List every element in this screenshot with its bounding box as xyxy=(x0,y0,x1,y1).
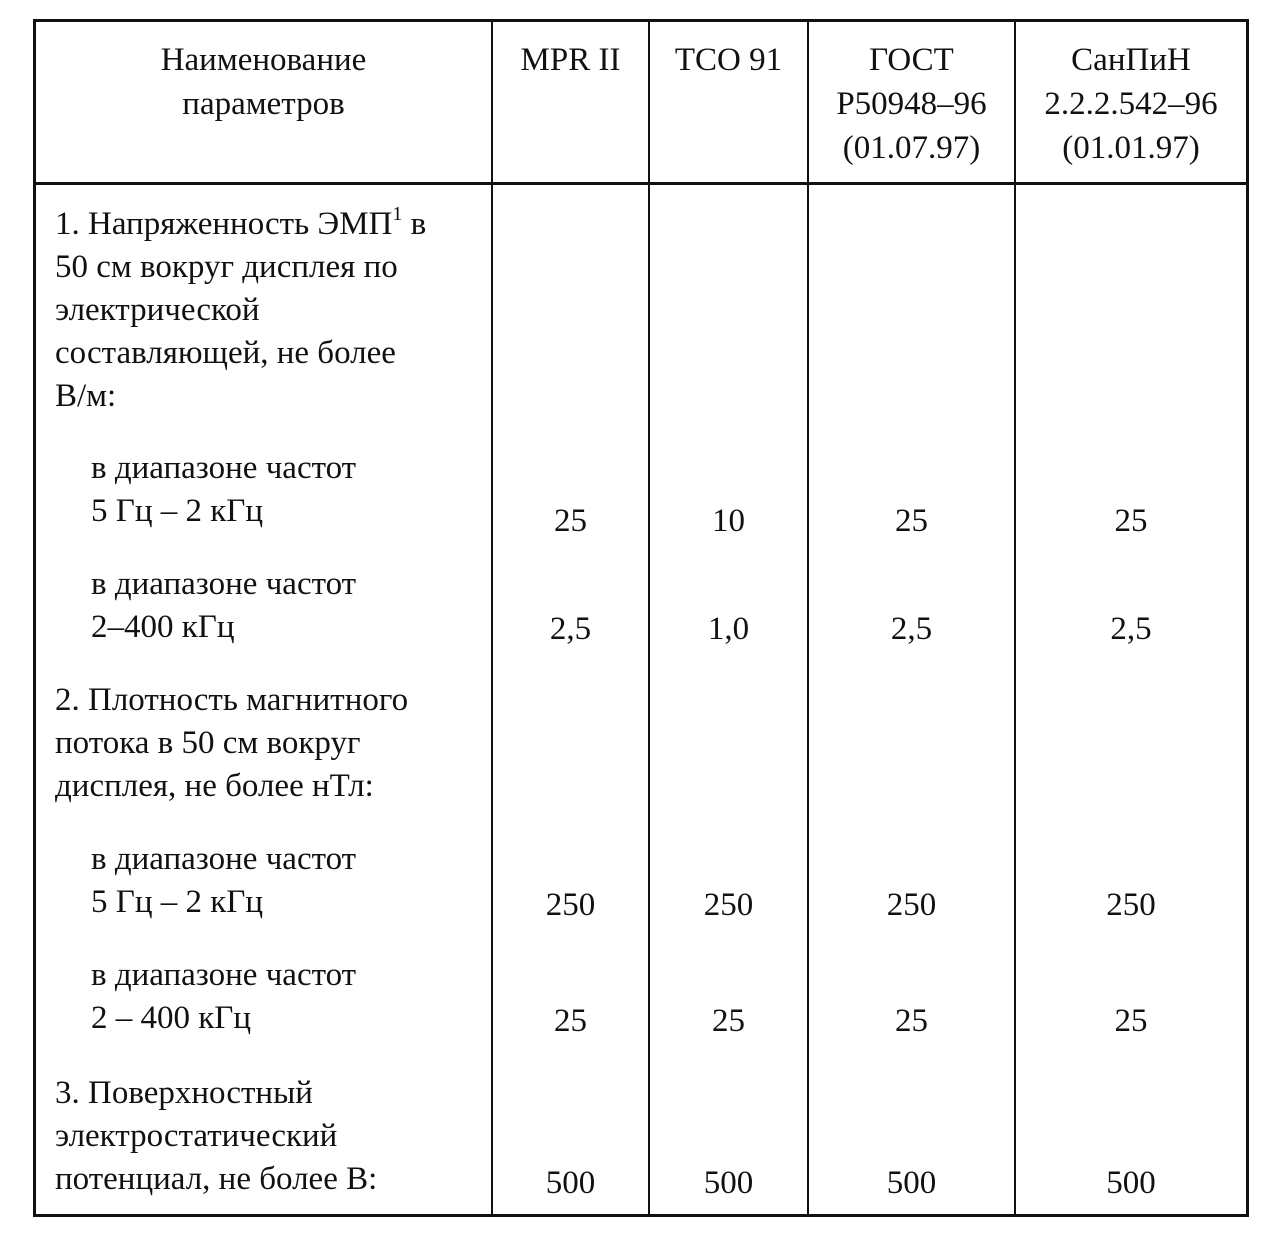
value-mpr: 2,5 xyxy=(549,611,592,647)
row-label-line: 5 Гц – 2 кГц xyxy=(91,884,264,920)
row-label-line: в диапазоне частот xyxy=(91,957,357,993)
header-sanpin-line: СанПиН xyxy=(1071,42,1191,78)
section2-line: 2. Плотность магнитного xyxy=(55,682,409,718)
section1-line: электрической xyxy=(55,292,260,328)
section3-line: 3. Поверхностный xyxy=(55,1075,313,1111)
header-tco xyxy=(650,38,807,82)
value-sanpin: 250 xyxy=(1106,887,1156,923)
header-gost xyxy=(809,38,1014,170)
value-tco: 1,0 xyxy=(707,611,750,647)
header-param-line: параметров xyxy=(182,86,345,122)
row-label-line: в диапазоне частот xyxy=(91,450,357,486)
value-mpr: 250 xyxy=(545,887,596,923)
section1-text: 1. Напряженность ЭМП xyxy=(55,206,393,242)
row-label-line: 2–400 кГц xyxy=(91,609,235,645)
standards-table xyxy=(33,19,1249,1217)
header-param xyxy=(36,38,491,126)
value-tco: 500 xyxy=(703,1165,754,1201)
header-mpr xyxy=(493,38,648,82)
value-gost: 25 xyxy=(895,503,928,539)
value-gost: 25 xyxy=(895,1003,928,1039)
section1-line: В/м: xyxy=(55,378,117,414)
header-gost-line: Р50948–96 xyxy=(836,86,987,122)
section2-line: потока в 50 см вокруг xyxy=(55,725,361,761)
section3-line: потенциал, не более В: xyxy=(55,1161,378,1197)
value-tco: 25 xyxy=(712,1003,745,1039)
value-sanpin: 500 xyxy=(1106,1165,1156,1201)
row-label xyxy=(91,563,491,649)
header-param-line: Наименование xyxy=(160,42,367,78)
section2-line: дисплея, не более нТл: xyxy=(55,768,374,804)
header-mpr-label: MPR II xyxy=(520,42,621,78)
header-tco-label: TCO 91 xyxy=(674,42,783,78)
header-gost-line: (01.07.97) xyxy=(842,130,981,166)
value-mpr: 500 xyxy=(545,1165,596,1201)
value-tco: 250 xyxy=(703,887,754,923)
row-label-line: 5 Гц – 2 кГц xyxy=(91,493,264,529)
section1-text: в xyxy=(402,206,427,242)
section1-line: 50 см вокруг дисплея по xyxy=(55,249,398,285)
row-label-line: в диапазоне частот xyxy=(91,566,357,602)
section1-line: составляющей, не более xyxy=(55,335,396,371)
value-gost: 250 xyxy=(886,887,937,923)
section3-label xyxy=(55,1072,491,1201)
value-gost: 500 xyxy=(886,1165,937,1201)
row-label-line: 2 – 400 кГц xyxy=(91,1000,252,1036)
header-divider xyxy=(36,182,1246,185)
value-mpr: 25 xyxy=(554,503,587,539)
value-mpr: 25 xyxy=(554,1003,587,1039)
value-sanpin: 25 xyxy=(1114,1003,1148,1039)
header-gost-line: ГОСТ xyxy=(869,42,954,78)
header-sanpin-line: (01.01.97) xyxy=(1062,130,1200,166)
row-label xyxy=(91,838,491,924)
section1-label xyxy=(55,203,491,418)
footnote-mark: 1 xyxy=(392,203,403,225)
section2-label xyxy=(55,679,491,808)
row-label-line: в диапазоне частот xyxy=(91,841,357,877)
header-sanpin xyxy=(1016,38,1246,170)
row-label xyxy=(91,447,491,533)
value-tco: 10 xyxy=(712,503,745,539)
header-sanpin-line: 2.2.2.542–96 xyxy=(1044,86,1218,122)
section3-line: электростатический xyxy=(55,1118,338,1154)
section1-line xyxy=(55,203,491,246)
row-label xyxy=(91,954,491,1040)
value-sanpin: 2,5 xyxy=(1110,611,1152,647)
value-sanpin: 25 xyxy=(1114,503,1148,539)
value-gost: 2,5 xyxy=(890,611,933,647)
